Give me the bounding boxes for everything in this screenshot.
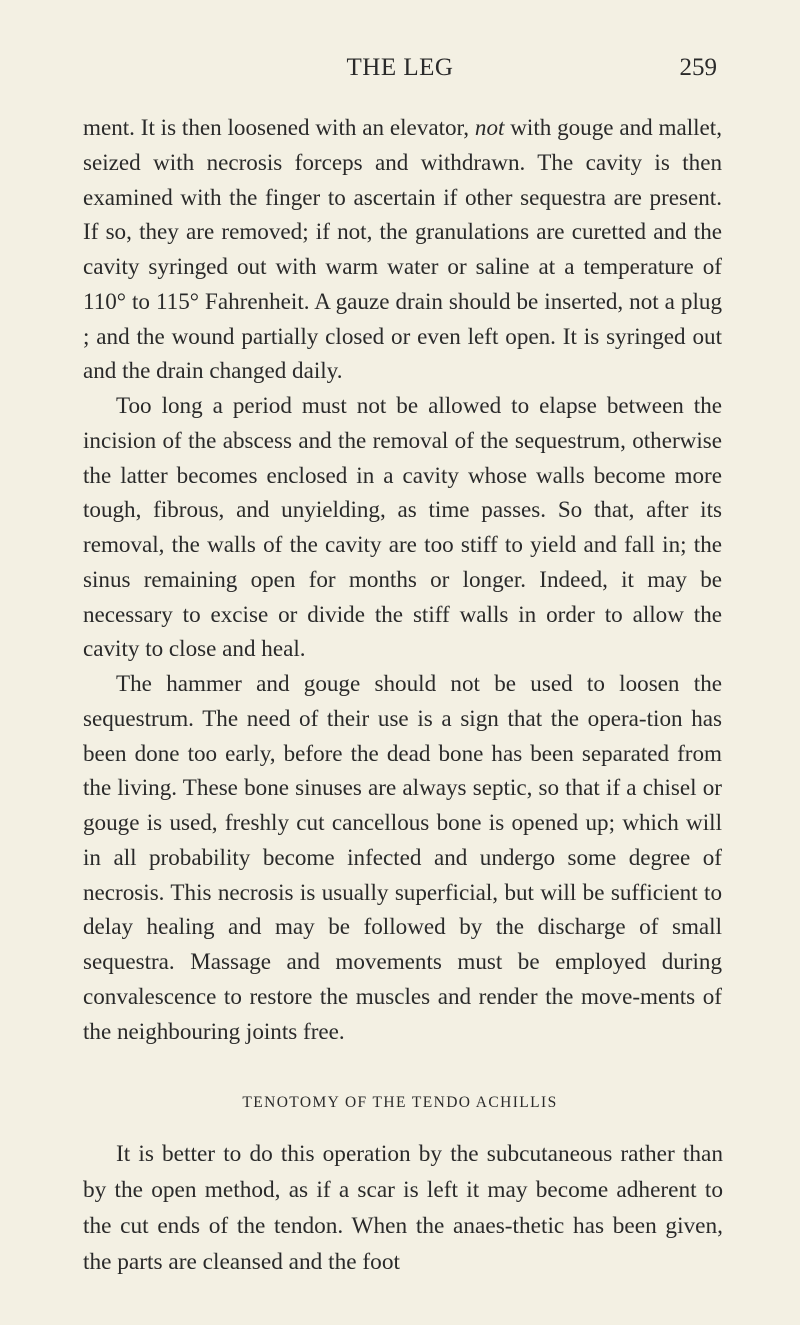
section-body: [83, 1136, 723, 1280]
paragraph-continued: [83, 110, 722, 388]
paragraph-text: with gouge and mallet, seized with necrosis forceps and withdrawn. The cavity is then examined with the finger to ascertain if other sequestra are present. If so, they are removed; if not, the granulations are curetted and the cavity syringed out with warm water or saline at a temperature of 110° to 115° Fahrenheit. A gauze drain should be inserted, not a plug ; and the wound partially closed or even left open. It is syringed out and the drain changed daily.: [83, 114, 722, 384]
section-heading: TENOTOMY OF THE TENDO ACHILLIS: [242, 1094, 558, 1111]
paragraph: The hammer and gouge should not be used to loosen the sequestrum. The need of their use is a sign that the opera-tion has been done too early, before the dead bone has been separated from the living. These bone sinuses are always septic, so that if a chisel or gouge is used, freshly cut cancellous bone is opened up; which will in all probability become infected and undergo some degree of necrosis. This necrosis is usually superficial, but will be sufficient to delay healing and may be followed by the discharge of small sequestra. Massage and movements must be employed during convalescence to restore the muscles and render the move-ments of the neighbouring joints free.: [83, 670, 722, 1044]
running-head: [0, 26, 800, 81]
body-text: [83, 110, 722, 1048]
paragraph-text: ment. It is then loosened with an elevator,: [83, 114, 475, 140]
paragraph: Too long a period must not be allowed to elapse between the incision of the abscess and the removal of the sequestrum, otherwise the latter becomes enclosed in a cavity whose walls become more tough, fibrous, and unyielding, as time passes. So that, after its removal, the walls of the cavity are too stiff to yield and fall in; the sinus remaining open for months or longer. Indeed, it may be necessary to excise or divide the stiff walls in order to allow the cavity to close and heal.: [83, 392, 722, 662]
paragraph: It is better to do this operation by the subcutaneous rather than by the open method, as if a scar is left it may become adherent to the cut ends of the tendon. When the anaes-thetic has been given, the parts are cleansed and the foot: [83, 1141, 723, 1275]
emphasized-word: not: [474, 114, 505, 140]
running-title: THE LEG: [346, 54, 454, 81]
page-number: 259: [679, 54, 717, 81]
